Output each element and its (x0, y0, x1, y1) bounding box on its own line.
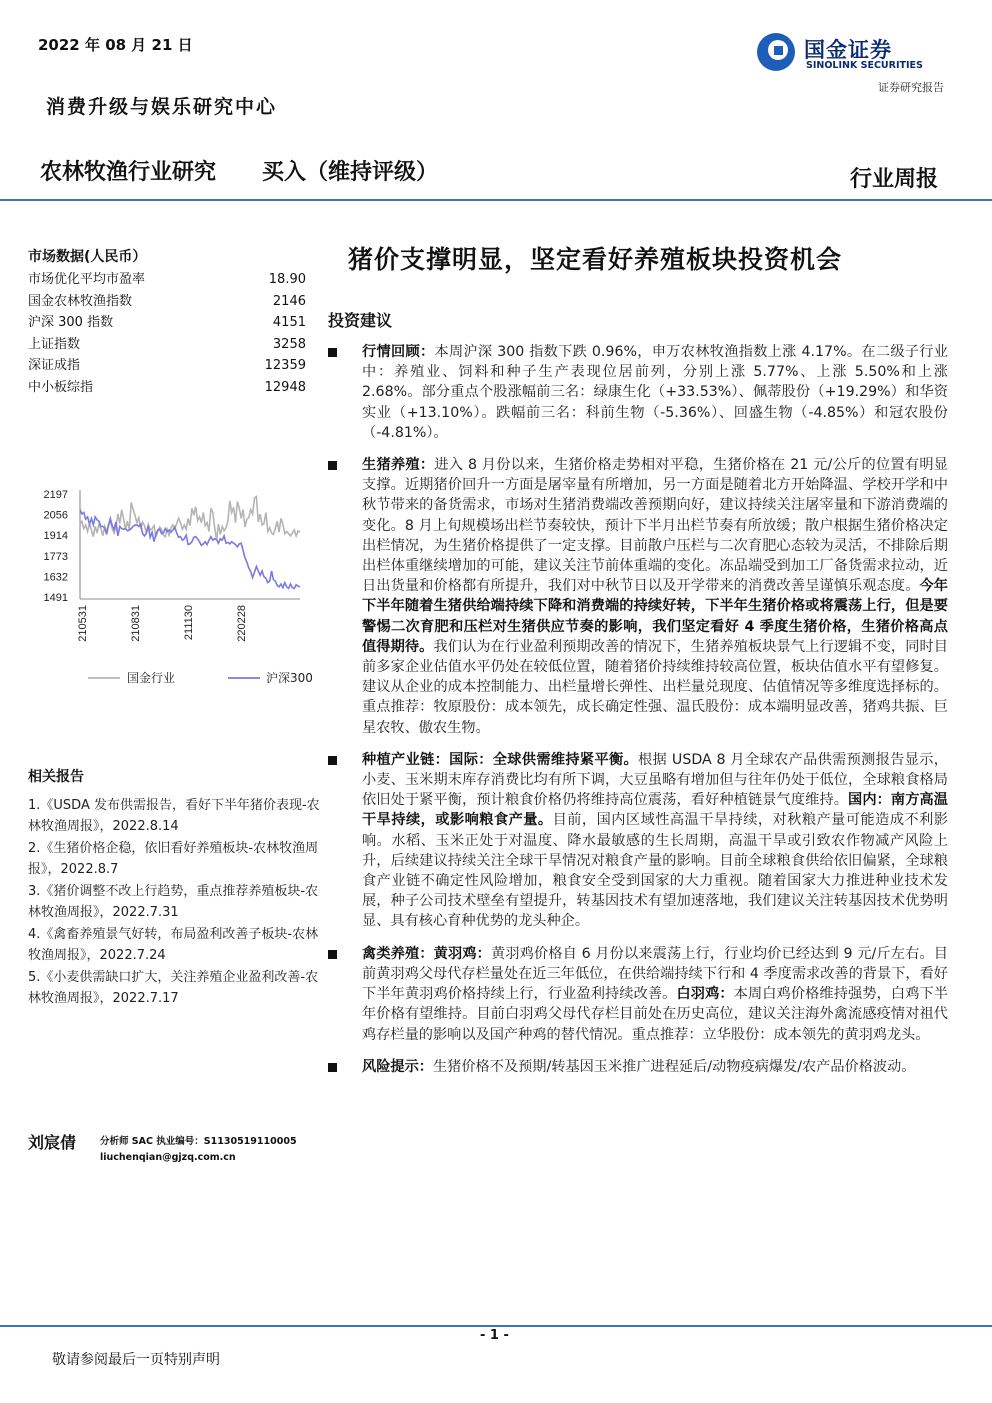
logo-mark-icon (756, 32, 796, 72)
bullet-text: 我们认为在行业盈利预期改善的情况下，生猪养殖板块景气上行逻辑不变，同时目前多家企业估值水平仍处在较低位置，随着猪价持续维持较高位置，板块估值水平有望修复。建议从企业的成本控制能力、出栏量增长弹性、出栏量兑现度、估值情况等多维度选择标的。重点推荐：牧原股份：成本领先，成长确定性强、温氏股份：成本端明显改善，猪鸡共振、巨星农牧、傲农生物。 (362, 638, 948, 736)
bullet-text: 黄羽鸡价格自 6 月份以来震荡上行，行业均价已经达到 9 元/斤左右。目前黄羽鸡父母代存栏量处在近三年低位，在供给端持续下行和 4 季度需求改善的背景下，看好下半年黄羽鸡价格持续上行，行业盈利持续改善。 (362, 945, 948, 1003)
market-row (28, 312, 310, 334)
y-tick-label: 1773 (43, 550, 68, 563)
bullet-text: 生猪价格不及预期/转基因玉米推广进程延后/动物疫病爆发/农产品价格波动。 (432, 1058, 916, 1075)
bullet-square-icon (328, 950, 337, 959)
industry-title: 农林牧渔行业研究 (40, 160, 217, 185)
market-label: 市场优化平均市盈率 (28, 272, 146, 287)
rating-label: 买入（维持评级） (262, 160, 439, 185)
market-label: 国金农林牧渔指数 (28, 293, 133, 309)
market-value: 4151 (272, 315, 306, 330)
bullet-risk (328, 1057, 948, 1077)
chart-svg (28, 478, 320, 693)
bullet-subheading: 白羽鸡： (676, 986, 734, 1003)
market-row (28, 291, 310, 313)
bullet-subheading: 国内：南方高温干旱持续，或影响粮食产量。 (362, 792, 948, 829)
related-report-item[interactable]: 4.《禽畜养殖景气好转，布局盈利改善子板块-农林牧渔周报》，2022.7.24 (28, 927, 319, 963)
bullet-text: 根据 USDA 8 月全球农产品供需预测报告显示，小麦、玉米期末库存消费比均有所下调，大豆虽略有增加但与往年仍处于低位，全球粮食格局依旧处于紧平衡，预计粮食价格仍将维持高位震荡，看好种植链景气度维持。 (362, 751, 948, 809)
y-tick-label: 2056 (43, 509, 68, 522)
analyst-block (28, 1130, 76, 1153)
market-value: 18.90 (268, 272, 306, 287)
analyst-cert: 分析师 SAC 执业编号：S1130519110005 (100, 1136, 297, 1147)
bullet-square-icon (328, 1063, 337, 1072)
bullet-poultry (328, 944, 948, 1045)
bullet-heading: 禽类养殖： (362, 945, 434, 962)
x-tick-label: 210531 (77, 605, 89, 642)
report-type: 证券研究报告 (878, 81, 944, 94)
bullet-square-icon (328, 348, 337, 357)
market-data-panel (28, 246, 310, 398)
sinolink-logo (756, 32, 946, 72)
market-label: 中小板综指 (28, 379, 94, 395)
investment-points (328, 342, 948, 1089)
market-row (28, 377, 310, 399)
y-tick-label: 1632 (43, 571, 68, 584)
related-reports (28, 766, 320, 1011)
market-row (28, 355, 310, 377)
legend-label: 沪深300 (266, 671, 313, 685)
bullet-text: 本周白鸡价格维持强势，白鸡下半年价格有望维持。目前白羽鸡父母代存栏目前处在历史高位，建议关注海外禽流感疫情对祖代鸡存栏量的影响以及国产种鸡的替代情况。重点推荐：立华股份：成本领先的黄羽鸡龙头。 (362, 986, 948, 1043)
y-tick-label: 1914 (43, 530, 68, 543)
series-line-industry (80, 497, 300, 541)
page-number: - 1 - (480, 1328, 509, 1343)
market-label: 深证成指 (28, 358, 81, 373)
bullet-subheading: 国际：全球供需维持紧平衡。 (449, 751, 639, 768)
logo-en-text: SINOLINK SECURITIES (806, 60, 923, 71)
bullet-planting-chain (328, 750, 948, 932)
section-title: 投资建议 (328, 311, 393, 330)
market-value: 2146 (272, 293, 306, 309)
bullet-text: 目前，国内区域性高温干旱持续，对秋粮产量可能造成不利影响。水稻、玉米正处于对温度、降水最敏感的生长周期，高温干旱或引致农作物减产风险上升，后续建议持续关注全球干旱情况对粮食产量的影响。目前全球粮食供给依旧偏紧，全球粮食产业链不确定性风险增加，粮食安全受到国家的大力重视。随着国家大力推进种业技术发展，种子公司技术壁垒有望提升，转基因技术有望加速落地，我们建议关注转基因技术优势明显、具有核心育种优势的龙头种企。 (362, 812, 948, 930)
bullet-text: 本周沪深 300 指数下跌 0.96%，申万农林牧渔指数上涨 4.17%。在二级子行业中：养殖业、饲料和种子生产表现位居前列，分别上涨 5.77%、上涨 5.50%和上涨 2.68%。部分重点个股涨幅前三名：绿康生化（+33.53%）、佩蒂股份（+19.29%）和华资实业（+13.10%）。跌幅前三名：科前生物（-5.36%）、回盛生物（-4.85%）和冠农股份（-4.81%）。 (362, 344, 948, 441)
legend-label: 国金行业 (127, 671, 176, 685)
market-value: 3258 (272, 336, 306, 352)
report-date: 2022 年 08 月 21 日 (38, 36, 193, 54)
report-kind: 行业周报 (849, 167, 938, 192)
x-tick-label: 210831 (130, 605, 142, 642)
market-value: 12359 (264, 358, 306, 373)
bullet-heading: 生猪养殖： (362, 457, 435, 474)
logo-cn-text: 国金证券 (804, 38, 892, 62)
disclaimer-text[interactable]: 敬请参阅最后一页特别声明 (52, 1352, 220, 1368)
market-label: 沪深 300 指数 (28, 315, 114, 330)
market-label: 上证指数 (28, 336, 81, 352)
related-report-item[interactable]: 1.《USDA 发布供需报告，看好下半年猪价表现-农林牧渔周报》，2022.8.14 (28, 798, 320, 834)
index-comparison-chart (28, 478, 320, 693)
market-row (28, 269, 310, 291)
related-report-item[interactable]: 5.《小麦供需缺口扩大，关注养殖企业盈利改善-农林牧渔周报》，2022.7.17 (28, 970, 319, 1006)
bullet-heading: 行情回顾： (362, 344, 435, 360)
x-tick-label: 211130 (183, 605, 195, 641)
bullet-hog-farming (328, 455, 948, 738)
x-tick-label: 220228 (236, 605, 248, 642)
bullet-square-icon (328, 461, 337, 470)
bullet-emphasis: 今年下半年随着生猪供给端持续下降和消费端的持续好转，下半年生猪价格或将震荡上行，但是要警惕二次育肥和压栏对生猪供应节奏的影响，我们坚定看好 4 季度生猪价格，生猪价格高点值得期待。 (362, 578, 948, 655)
bullet-market-review (328, 342, 948, 443)
market-data-title: 市场数据(人民币） (28, 249, 147, 265)
bullet-square-icon (328, 756, 337, 765)
header-divider (0, 199, 992, 201)
analyst-name: 刘宸倩 (28, 1133, 77, 1152)
market-value: 12948 (264, 379, 306, 395)
related-report-item[interactable]: 3.《猪价调整不改上行趋势，重点推荐养殖板块-农林牧渔周报》，2022.7.31 (28, 884, 319, 920)
bullet-text: 进入 8 月份以来，生猪价格走势相对平稳，生猪价格在 21 元/公斤的位置有明显支撑。近期猪价回升一方面是屠宰量有所增加，另一方面是随着北方开始降温、学校开学和中秋节带来的备货需求，市场对生猪消费端改善预期向好，建议持续关注屠宰量和下游消费端的变化。8 月上旬规模场出栏节奏较快，预计下半月出栏节奏有所放缓；散户根据生猪价格决定出栏情况，为生猪价格提供了一定支撑。目前散户压栏与二次育肥心态较为灵活，不排除后期出栏体重继续增加的可能，建议关注节前体重端的变化。冻品端受到加工厂备货需求拉动，近日出货量和价格都有所提升，我们对中秋节日以及开学带来的消费改善呈谨慎乐观态度。 (362, 457, 948, 595)
y-tick-label: 2197 (43, 489, 68, 501)
market-row (28, 334, 310, 356)
y-tick-label: 1491 (43, 592, 68, 604)
analyst-info (100, 1134, 297, 1166)
bullet-subheading: 黄羽鸡： (433, 945, 491, 962)
analyst-email[interactable]: liuchenqian@gjzq.com.cn (100, 1152, 236, 1163)
related-report-item[interactable]: 2.《生猪价格企稳，依旧看好养殖板块-农林牧渔周报》，2022.8.7 (28, 841, 319, 877)
footer-divider (0, 1325, 992, 1327)
research-center-name: 消费升级与娱乐研究中心 (46, 96, 278, 118)
bullet-heading: 风险提示： (362, 1058, 433, 1075)
report-title: 猪价支撑明显，坚定看好养殖板块投资机会 (348, 245, 843, 274)
related-reports-title: 相关报告 (28, 769, 84, 785)
bullet-heading: 种植产业链： (362, 751, 450, 768)
